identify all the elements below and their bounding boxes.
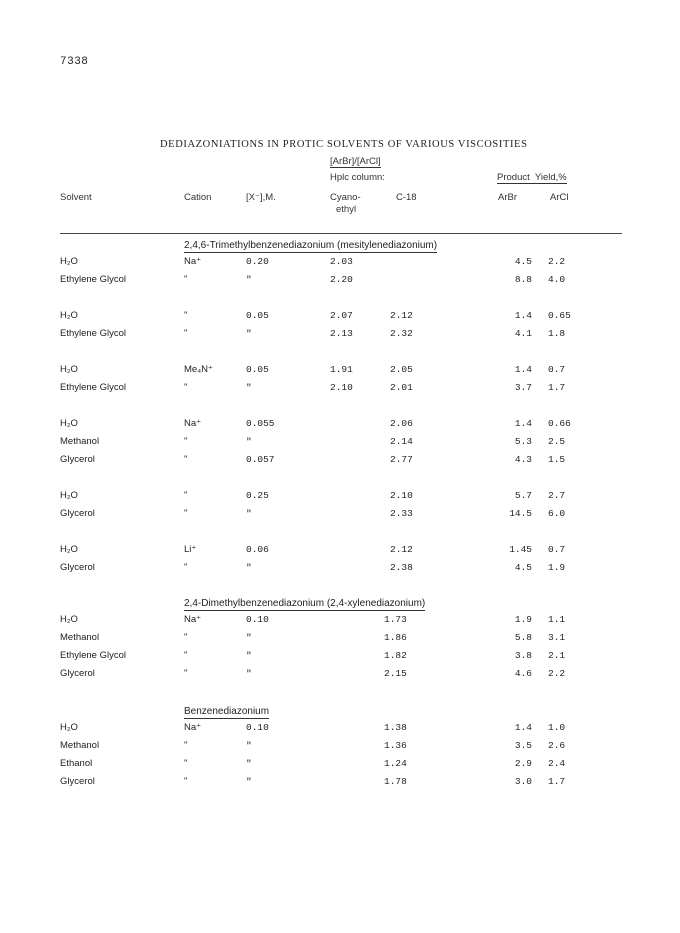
- c18-header: C-18: [396, 192, 417, 203]
- solvent-cell: H₂O: [60, 418, 78, 429]
- cation-cell: Li⁺: [184, 544, 197, 555]
- cation-cell: ": [184, 668, 188, 679]
- solvent-cell: Methanol: [60, 740, 100, 751]
- c18-cell: 2.77: [390, 454, 413, 465]
- ratio-cell: 1.73: [384, 614, 407, 625]
- concentration-header: [X⁻],M.: [246, 192, 276, 203]
- arcl-yield-cell: 0.7: [548, 544, 566, 555]
- solvent-cell: Ethylene Glycol: [60, 274, 127, 285]
- table-row: [0, 310, 680, 326]
- arbr-yield-cell: 3.5: [514, 740, 532, 751]
- arbr-yield-cell: 4.5: [514, 256, 532, 267]
- section-title: 2,4-Dimethylbenzenediazonium (2,4-xylenediazonium): [184, 598, 426, 609]
- solvent-cell: Ethylene Glycol: [60, 382, 127, 393]
- concentration-cell: 0.055: [246, 418, 275, 429]
- product-yield-header: Product Yield,%: [497, 172, 567, 183]
- ratio-cell: 1.24: [384, 758, 407, 769]
- cation-cell: ": [184, 436, 188, 447]
- ratio-cell: 1.38: [384, 722, 407, 733]
- concentration-cell: ": [246, 740, 252, 751]
- solvent-cell: Glycerol: [60, 562, 95, 573]
- table-row: [0, 436, 680, 452]
- arbr-yield-cell: 3.7: [514, 382, 532, 393]
- cation-cell: ": [184, 328, 188, 339]
- arbr-yield-cell: 4.6: [514, 668, 532, 679]
- ratio-cell: 2.15: [384, 668, 407, 679]
- concentration-cell: ": [246, 328, 252, 339]
- solvent-cell: H₂O: [60, 614, 78, 625]
- arcl-yield-cell: 1.0: [548, 722, 566, 733]
- solvent-cell: Ethylene Glycol: [60, 650, 127, 661]
- cation-cell: ": [184, 758, 188, 769]
- cation-cell: ": [184, 632, 188, 643]
- arbr-yield-cell: 14.5: [509, 508, 532, 519]
- concentration-cell: 0.05: [246, 364, 269, 375]
- cation-cell: ": [184, 740, 188, 751]
- arbr-yield-cell: 8.8: [514, 274, 532, 285]
- cation-cell: ": [184, 508, 188, 519]
- cation-cell: Me₄N⁺: [184, 364, 213, 375]
- arbr-yield-cell: 5.7: [514, 490, 532, 501]
- c18-cell: 2.14: [390, 436, 413, 447]
- arcl-yield-cell: 1.7: [548, 776, 566, 787]
- solvent-cell: Glycerol: [60, 776, 95, 787]
- concentration-cell: 0.10: [246, 722, 269, 733]
- concentration-cell: ": [246, 758, 252, 769]
- section-title: 2,4,6-Trimethylbenzenediazonium (mesitylenediazonium): [184, 240, 438, 251]
- arcl-yield-cell: 2.2: [548, 668, 566, 679]
- cation-cell: ": [184, 490, 188, 501]
- table-row: [0, 650, 680, 666]
- cation-cell: ": [184, 454, 188, 465]
- table-row: [0, 740, 680, 756]
- table-row: [0, 776, 680, 792]
- table-row: [0, 328, 680, 344]
- solvent-cell: Glycerol: [60, 508, 95, 519]
- concentration-cell: 0.20: [246, 256, 269, 267]
- cyanoethyl-cell: 2.13: [330, 328, 353, 339]
- arcl-yield-cell: 1.5: [548, 454, 566, 465]
- table-row: [0, 544, 680, 560]
- arcl-yield-cell: 2.6: [548, 740, 566, 751]
- arcl-yield-cell: 2.1: [548, 650, 566, 661]
- solvent-cell: Methanol: [60, 436, 100, 447]
- c18-cell: 2.06: [390, 418, 413, 429]
- concentration-cell: ": [246, 650, 252, 661]
- solvent-cell: H₂O: [60, 722, 78, 733]
- arcl-yield-cell: 0.65: [548, 310, 571, 321]
- arcl-yield-cell: 0.7: [548, 364, 566, 375]
- arcl-yield-cell: 3.1: [548, 632, 566, 643]
- ratio-cell: 1.82: [384, 650, 407, 661]
- arbr-yield-cell: 1.4: [514, 722, 532, 733]
- concentration-cell: ": [246, 508, 252, 519]
- arbr-yield-cell: 5.3: [514, 436, 532, 447]
- page-number: 7338: [60, 56, 89, 68]
- cation-cell: ": [184, 776, 188, 787]
- concentration-cell: ": [246, 668, 252, 679]
- arcl-yield-cell: 2.7: [548, 490, 566, 501]
- arbr-yield-cell: 4.1: [514, 328, 532, 339]
- arcl-yield-cell: 6.0: [548, 508, 566, 519]
- solvent-cell: Ethanol: [60, 758, 93, 769]
- arbr-yield-cell: 3.0: [514, 776, 532, 787]
- arbr-yield-cell: 1.9: [514, 614, 532, 625]
- arbr-yield-cell: 4.5: [514, 562, 532, 573]
- arbr-yield-cell: 3.8: [514, 650, 532, 661]
- arcl-yield-cell: 1.7: [548, 382, 566, 393]
- table-row: [0, 364, 680, 380]
- ratio-header: [ArBr]/[ArCl]: [330, 156, 381, 167]
- solvent-cell: Glycerol: [60, 668, 95, 679]
- cation-cell: ": [184, 274, 188, 285]
- table-row: [0, 614, 680, 630]
- hplc-header: Hplc column:: [330, 172, 385, 183]
- cyanoethyl-header-line2: ethyl: [336, 204, 357, 215]
- arbr-yield-cell: 4.3: [514, 454, 532, 465]
- solvent-cell: H₂O: [60, 364, 78, 375]
- table-title: DEDIAZONIATIONS IN PROTIC SOLVENTS OF VARIOUS VISCOSITIES: [160, 139, 528, 150]
- table-row: [0, 274, 680, 290]
- concentration-cell: ": [246, 382, 252, 393]
- ratio-cell: 1.36: [384, 740, 407, 751]
- header-rule: [60, 233, 622, 234]
- solvent-cell: Ethylene Glycol: [60, 328, 127, 339]
- table-row: [0, 758, 680, 774]
- concentration-cell: ": [246, 436, 252, 447]
- concentration-cell: 0.06: [246, 544, 269, 555]
- c18-cell: 2.32: [390, 328, 413, 339]
- solvent-cell: Methanol: [60, 632, 100, 643]
- table-row: [0, 508, 680, 524]
- cation-header: Cation: [184, 192, 212, 203]
- arbr-header: ArBr: [498, 192, 517, 203]
- arcl-yield-cell: 1.1: [548, 614, 566, 625]
- cation-cell: Na⁺: [184, 418, 202, 429]
- cation-cell: ": [184, 650, 188, 661]
- table-row: [0, 418, 680, 434]
- c18-cell: 2.05: [390, 364, 413, 375]
- cyanoethyl-header: Cyano-: [330, 192, 361, 203]
- c18-cell: 2.33: [390, 508, 413, 519]
- arcl-yield-cell: 2.2: [548, 256, 566, 267]
- arbr-yield-cell: 2.9: [514, 758, 532, 769]
- table-row: [0, 490, 680, 506]
- cation-cell: ": [184, 382, 188, 393]
- cyanoethyl-cell: 2.03: [330, 256, 353, 267]
- concentration-cell: ": [246, 562, 252, 573]
- arcl-yield-cell: 1.8: [548, 328, 566, 339]
- c18-cell: 2.01: [390, 382, 413, 393]
- arcl-yield-cell: 0.66: [548, 418, 571, 429]
- arcl-yield-cell: 4.0: [548, 274, 566, 285]
- concentration-cell: ": [246, 632, 252, 643]
- cyanoethyl-cell: 1.91: [330, 364, 353, 375]
- concentration-cell: 0.057: [246, 454, 275, 465]
- cation-cell: Na⁺: [184, 256, 202, 267]
- solvent-header: Solvent: [60, 192, 92, 203]
- table-row: [0, 382, 680, 398]
- c18-cell: 2.38: [390, 562, 413, 573]
- table-row: [0, 722, 680, 738]
- table-row: [0, 632, 680, 648]
- arbr-yield-cell: 1.4: [514, 364, 532, 375]
- arbr-yield-cell: 1.4: [514, 310, 532, 321]
- arbr-yield-cell: 1.4: [514, 418, 532, 429]
- cyanoethyl-cell: 2.10: [330, 382, 353, 393]
- cation-cell: Na⁺: [184, 722, 202, 733]
- concentration-cell: 0.05: [246, 310, 269, 321]
- cation-cell: ": [184, 310, 188, 321]
- concentration-cell: ": [246, 776, 252, 787]
- solvent-cell: H₂O: [60, 544, 78, 555]
- arcl-yield-cell: 1.9: [548, 562, 566, 573]
- table-row: [0, 562, 680, 578]
- solvent-cell: Glycerol: [60, 454, 95, 465]
- c18-cell: 2.12: [390, 544, 413, 555]
- cyanoethyl-cell: 2.20: [330, 274, 353, 285]
- concentration-cell: 0.10: [246, 614, 269, 625]
- cation-cell: Na⁺: [184, 614, 202, 625]
- concentration-cell: 0.25: [246, 490, 269, 501]
- arcl-yield-cell: 2.5: [548, 436, 566, 447]
- cyanoethyl-cell: 2.07: [330, 310, 353, 321]
- c18-cell: 2.12: [390, 310, 413, 321]
- arbr-yield-cell: 1.45: [509, 544, 532, 555]
- c18-cell: 2.10: [390, 490, 413, 501]
- table-row: [0, 256, 680, 272]
- solvent-cell: H₂O: [60, 310, 78, 321]
- section-title: Benzenediazonium: [184, 706, 270, 717]
- solvent-cell: H₂O: [60, 490, 78, 501]
- arcl-yield-cell: 2.4: [548, 758, 566, 769]
- arbr-yield-cell: 5.8: [514, 632, 532, 643]
- table-row: [0, 454, 680, 470]
- table-row: [0, 668, 680, 684]
- solvent-cell: H₂O: [60, 256, 78, 267]
- cation-cell: ": [184, 562, 188, 573]
- ratio-cell: 1.86: [384, 632, 407, 643]
- arcl-header: ArCl: [550, 192, 569, 203]
- concentration-cell: ": [246, 274, 252, 285]
- ratio-cell: 1.78: [384, 776, 407, 787]
